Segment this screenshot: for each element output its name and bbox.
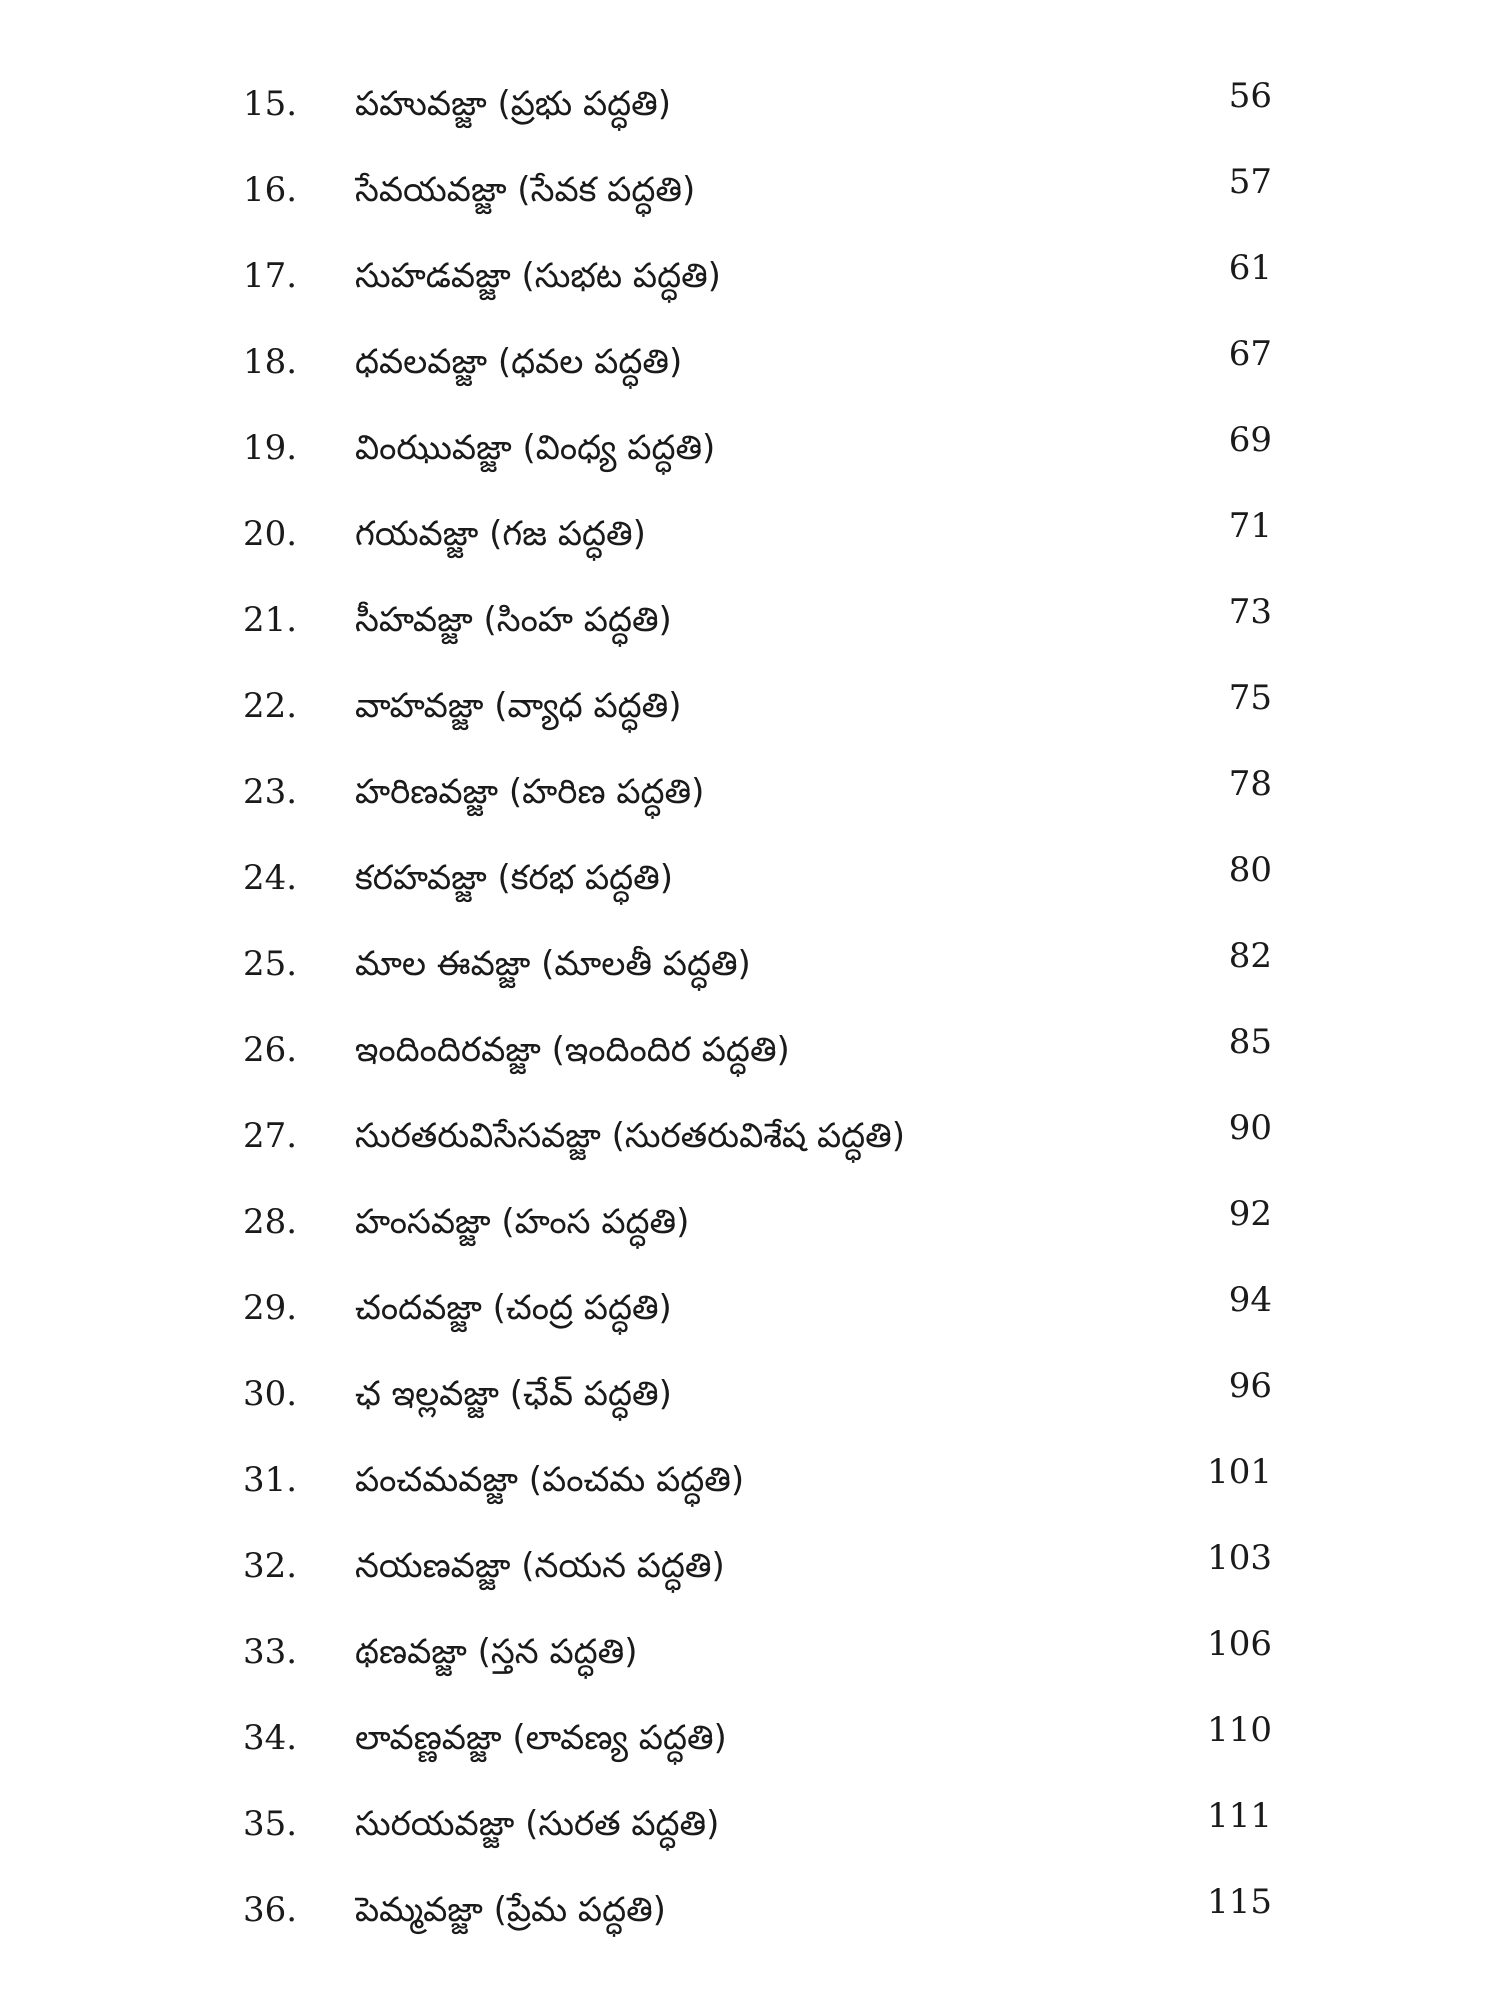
toc-entry [0, 332, 1500, 392]
entry-number: 26. [243, 1030, 298, 1070]
entry-title: సుహడవజ్జా (సుభట పద్ధతి) [355, 256, 721, 296]
entry-number: 18. [243, 342, 298, 382]
entry-page-number: 61 [1228, 248, 1272, 288]
toc-entry [0, 590, 1500, 650]
entry-number: 15. [243, 84, 298, 124]
entry-page-number: 115 [1207, 1882, 1272, 1922]
entry-number: 25. [243, 944, 298, 984]
entry-page-number: 111 [1207, 1796, 1272, 1836]
toc-entry [0, 1450, 1500, 1510]
entry-title: కరహవజ్జా (కరభ పద్ధతి) [355, 858, 674, 898]
entry-title: హంసవజ్జా (హంస పద్ధతి) [355, 1202, 690, 1242]
entry-title: నయణవజ్జా (నయన పద్ధతి) [355, 1546, 725, 1586]
toc-entry [0, 934, 1500, 994]
toc-entry [0, 762, 1500, 822]
entry-title: గయవజ్జా (గజ పద్ధతి) [355, 514, 646, 554]
entry-number: 36. [243, 1890, 298, 1930]
entry-page-number: 85 [1228, 1022, 1272, 1062]
entry-page-number: 96 [1228, 1366, 1272, 1406]
entry-page-number: 110 [1207, 1710, 1272, 1750]
toc-entry [0, 1622, 1500, 1682]
entry-number: 34. [243, 1718, 298, 1758]
toc-entry [0, 418, 1500, 478]
entry-number: 16. [243, 170, 298, 210]
entry-title: చందవజ్జా (చంద్ర పద్ధతి) [355, 1288, 672, 1328]
entry-title: మాల ఈవజ్జా (మాలతీ పద్ధతి) [355, 944, 751, 984]
toc-entry [0, 676, 1500, 736]
entry-number: 19. [243, 428, 298, 468]
entry-number: 29. [243, 1288, 298, 1328]
entry-page-number: 67 [1228, 334, 1272, 374]
entry-title: థణవజ్జా (స్తన పద్ధతి) [355, 1632, 638, 1672]
entry-page-number: 78 [1228, 764, 1272, 804]
entry-number: 31. [243, 1460, 298, 1500]
toc-entry [0, 246, 1500, 306]
toc-entry [0, 1708, 1500, 1768]
entry-number: 27. [243, 1116, 298, 1156]
entry-page-number: 101 [1207, 1452, 1272, 1492]
entry-number: 32. [243, 1546, 298, 1586]
entry-number: 22. [243, 686, 298, 726]
toc-entry [0, 1364, 1500, 1424]
entry-title: పంచమవజ్జా (పంచమ పద్ధతి) [355, 1460, 745, 1500]
entry-number: 24. [243, 858, 298, 898]
entry-page-number: 80 [1228, 850, 1272, 890]
entry-page-number: 94 [1228, 1280, 1272, 1320]
entry-page-number: 103 [1207, 1538, 1272, 1578]
toc-entry [0, 1020, 1500, 1080]
entry-page-number: 69 [1228, 420, 1272, 460]
entry-number: 20. [243, 514, 298, 554]
entry-number: 21. [243, 600, 298, 640]
entry-title: పెమ్మవజ్జా (ప్రేమ పద్ధతి) [355, 1890, 666, 1930]
entry-page-number: 57 [1228, 162, 1272, 202]
entry-number: 33. [243, 1632, 298, 1672]
entry-title: పహువజ్జా (ప్రభు పద్ధతి) [355, 84, 671, 124]
entry-number: 30. [243, 1374, 298, 1414]
entry-page-number: 56 [1228, 76, 1272, 116]
toc-entry [0, 1278, 1500, 1338]
entry-page-number: 82 [1228, 936, 1272, 976]
entry-title: ఛ ఇల్లవజ్జా (ఛేవ్ పద్ధతి) [355, 1374, 672, 1414]
entry-title: సురతరువిసేసవజ్జా (సురతరువిశేష పద్ధతి) [355, 1116, 906, 1156]
entry-number: 17. [243, 256, 298, 296]
entry-page-number: 106 [1207, 1624, 1272, 1664]
toc-entry [0, 1192, 1500, 1252]
entry-title: ధవలవజ్జా (ధవల పద్ధతి) [355, 342, 683, 382]
entry-title: లావణ్ణవజ్జా (లావణ్య పద్ధతి) [355, 1718, 727, 1758]
toc-entry [0, 1536, 1500, 1596]
entry-page-number: 71 [1228, 506, 1272, 546]
entry-title: హరిణవజ్జా (హరిణ పద్ధతి) [355, 772, 705, 812]
toc-entry [0, 1880, 1500, 1940]
toc-entry [0, 74, 1500, 134]
entry-title: ఇందిందిరవజ్జా (ఇందిందిర పద్ధతి) [355, 1030, 790, 1070]
entry-page-number: 92 [1228, 1194, 1272, 1234]
entry-title: వాహవజ్జా (వ్యాధ పద్ధతి) [355, 686, 682, 726]
entry-number: 35. [243, 1804, 298, 1844]
entry-page-number: 75 [1228, 678, 1272, 718]
entry-page-number: 73 [1228, 592, 1272, 632]
toc-entry [0, 1106, 1500, 1166]
entry-title: సీహవజ్జా (సింహ పద్ధతి) [355, 600, 672, 640]
entry-title: సేవయవజ్జా (సేవక పద్ధతి) [355, 170, 696, 210]
entry-number: 28. [243, 1202, 298, 1242]
entry-number: 23. [243, 772, 298, 812]
toc-entry [0, 504, 1500, 564]
entry-title: సురయవజ్జా (సురత పద్ధతి) [355, 1804, 720, 1844]
toc-entry [0, 848, 1500, 908]
toc-entry [0, 160, 1500, 220]
entry-page-number: 90 [1228, 1108, 1272, 1148]
entry-title: వింఝువజ్జా (వింధ్య పద్ధతి) [355, 428, 716, 468]
toc-entry [0, 1794, 1500, 1854]
